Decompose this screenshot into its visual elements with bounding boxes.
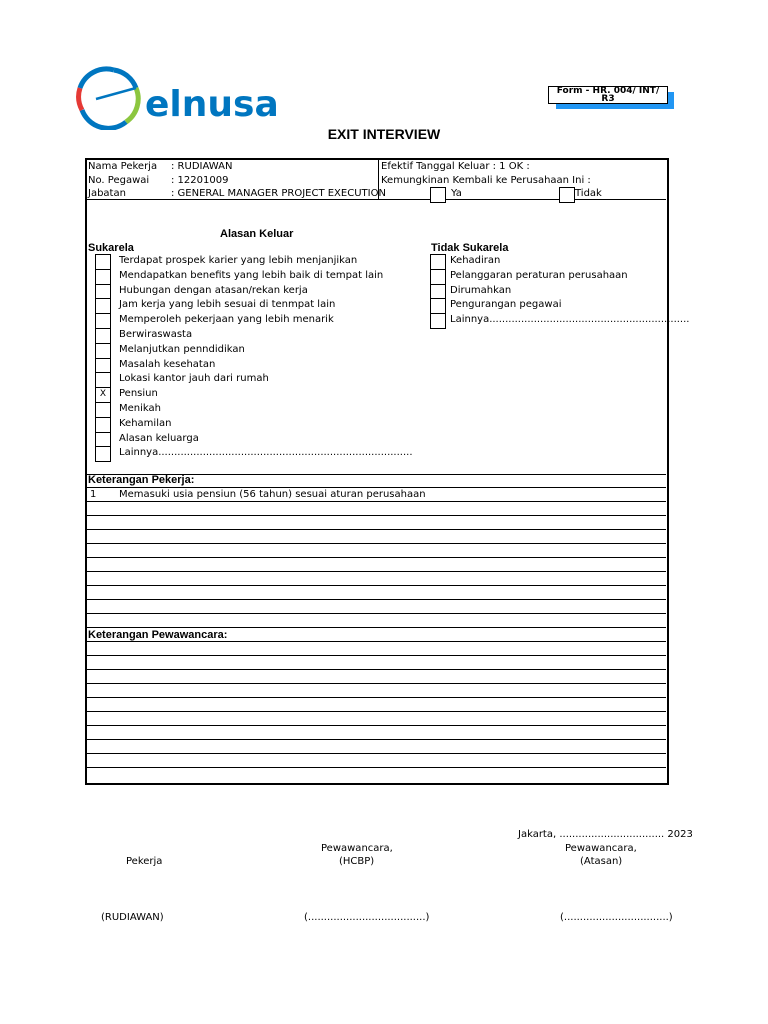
voluntary-reason-label: Lokasi kantor jauh dari rumah xyxy=(119,373,269,385)
employee-signature-name: (RUDIAWAN) xyxy=(101,912,164,923)
interviewer-note-line xyxy=(86,711,666,712)
voluntary-checkbox[interactable] xyxy=(95,358,111,374)
return-yes-label: Ya xyxy=(451,188,462,199)
involuntary-checkbox[interactable] xyxy=(430,254,446,270)
interviewer-note-line xyxy=(86,725,666,726)
voluntary-reason-label: Pensiun xyxy=(119,388,158,400)
return-yes-checkbox[interactable] xyxy=(430,187,446,203)
hcbp-signature-name: (.....................................) xyxy=(304,912,430,923)
voluntary-checkbox[interactable] xyxy=(95,432,111,448)
employee-note-line xyxy=(86,543,666,544)
involuntary-reason-label: Pelanggaran peraturan perusahaan xyxy=(450,269,628,281)
involuntary-reason-label: Pengurangan pegawai xyxy=(450,299,562,311)
effective-date: Efektif Tanggal Keluar : 1 OK : xyxy=(381,161,530,172)
interviewer-note-line xyxy=(86,641,666,642)
voluntary-reason-label: Masalah kesehatan xyxy=(119,358,216,370)
voluntary-checkbox[interactable] xyxy=(95,446,111,462)
interviewer-note-line xyxy=(86,739,666,740)
employee-note-line xyxy=(86,613,666,614)
voluntary-reason-label: Lainnya................................................................................ xyxy=(119,447,413,459)
employee-id-label: No. Pegawai xyxy=(88,175,150,186)
involuntary-reason-label: Kehadiran xyxy=(450,255,501,266)
voluntary-checkbox[interactable] xyxy=(95,372,111,388)
voluntary-checkbox[interactable] xyxy=(95,328,111,344)
employee-note-line xyxy=(86,501,666,502)
voluntary-checkbox[interactable]: X xyxy=(95,387,111,403)
voluntary-checkbox[interactable] xyxy=(95,417,111,433)
voluntary-checkbox[interactable] xyxy=(95,254,111,270)
employee-note-text: Memasuki usia pensiun (56 tahun) sesuai aturan perusahaan xyxy=(119,489,426,500)
supervisor-signature-sub: (Atasan) xyxy=(580,856,623,867)
return-question: Kemungkinan Kembali ke Perusahaan Ini : xyxy=(381,175,591,186)
employee-notes-heading-rule xyxy=(86,487,666,488)
interviewer-note-line xyxy=(86,697,666,698)
voluntary-checkbox[interactable] xyxy=(95,298,111,314)
involuntary-checkbox[interactable] xyxy=(430,284,446,300)
place-date: Jakarta, ................................. 2023 xyxy=(518,829,693,840)
name-label: Nama Pekerja xyxy=(88,161,158,172)
interviewer-note-line xyxy=(86,655,666,656)
involuntary-checkbox[interactable] xyxy=(430,313,446,329)
hcbp-signature-sub: (HCBP) xyxy=(339,856,375,867)
voluntary-reason-label: Terdapat prospek karier yang lebih menjanjikan xyxy=(119,255,358,266)
voluntary-checkbox[interactable] xyxy=(95,284,111,300)
voluntary-reason-label: Menikah xyxy=(119,403,161,414)
page-title: EXIT INTERVIEW xyxy=(327,126,441,142)
employee-id-value: : 12201009 xyxy=(171,175,229,186)
voluntary-checkbox[interactable] xyxy=(95,269,111,285)
voluntary-reason-label: Mendapatkan benefits yang lebih baik di tempat lain xyxy=(119,269,384,281)
voluntary-reason-label: Berwiraswasta xyxy=(119,329,193,340)
involuntary-checkbox[interactable] xyxy=(430,298,446,314)
voluntary-checkbox[interactable] xyxy=(95,313,111,329)
return-no-label: Tidak xyxy=(575,188,602,199)
position-value: : GENERAL MANAGER PROJECT EXECUTION xyxy=(171,188,386,199)
voluntary-reason-label: Jam kerja yang lebih sesuai di tenmpat lain xyxy=(119,299,336,311)
involuntary-checkbox[interactable] xyxy=(430,269,446,285)
interviewer-note-line xyxy=(86,683,666,684)
form-frame xyxy=(85,158,669,785)
brand-name: elnusa xyxy=(145,84,279,125)
name-value: : RUDIAWAN xyxy=(171,161,233,172)
hcbp-signature-role: Pewawancara, xyxy=(321,843,393,854)
voluntary-heading: Sukarela xyxy=(88,242,134,254)
employee-notes-heading: Keterangan Pekerja: xyxy=(88,474,195,486)
interviewer-note-line xyxy=(86,753,666,754)
employee-signature-role: Pekerja xyxy=(126,856,163,867)
employee-note-line xyxy=(86,557,666,558)
employee-note-line xyxy=(86,585,666,586)
voluntary-checkbox[interactable] xyxy=(95,402,111,418)
employee-note-line xyxy=(86,599,666,600)
return-no-checkbox[interactable] xyxy=(559,187,575,203)
reasons-heading: Alasan Keluar xyxy=(220,228,294,240)
employee-note-line xyxy=(86,515,666,516)
voluntary-reason-label: Hubungan dengan atasan/rekan kerja xyxy=(119,284,308,296)
involuntary-heading: Tidak Sukarela xyxy=(431,242,509,254)
interviewer-note-line xyxy=(86,669,666,670)
employee-note-number: 1 xyxy=(90,489,97,500)
form-code: Form - HR. 004/ INT/ R3 xyxy=(548,86,668,104)
employee-note-line xyxy=(86,529,666,530)
interviewer-notes-heading: Keterangan Pewawancara: xyxy=(88,629,228,641)
supervisor-signature-role: Pewawancara, xyxy=(565,843,637,854)
voluntary-reason-label: Memperoleh pekerjaan yang lebih menarik xyxy=(119,314,334,326)
voluntary-reason-label: Alasan keluarga xyxy=(119,432,199,444)
interviewer-note-line xyxy=(86,767,666,768)
employee-note-line xyxy=(86,571,666,572)
supervisor-signature-name: (.................................) xyxy=(560,912,673,923)
involuntary-reason-label: Dirumahkan xyxy=(450,284,512,296)
position-label: Jabatan xyxy=(88,188,126,199)
involuntary-reason-label: Lainnya............................................................... xyxy=(450,314,690,326)
employee-note-line xyxy=(86,627,666,628)
voluntary-checkbox[interactable] xyxy=(95,343,111,359)
voluntary-reason-label: Kehamilan xyxy=(119,417,172,429)
voluntary-reason-label: Melanjutkan penndidikan xyxy=(119,343,245,355)
